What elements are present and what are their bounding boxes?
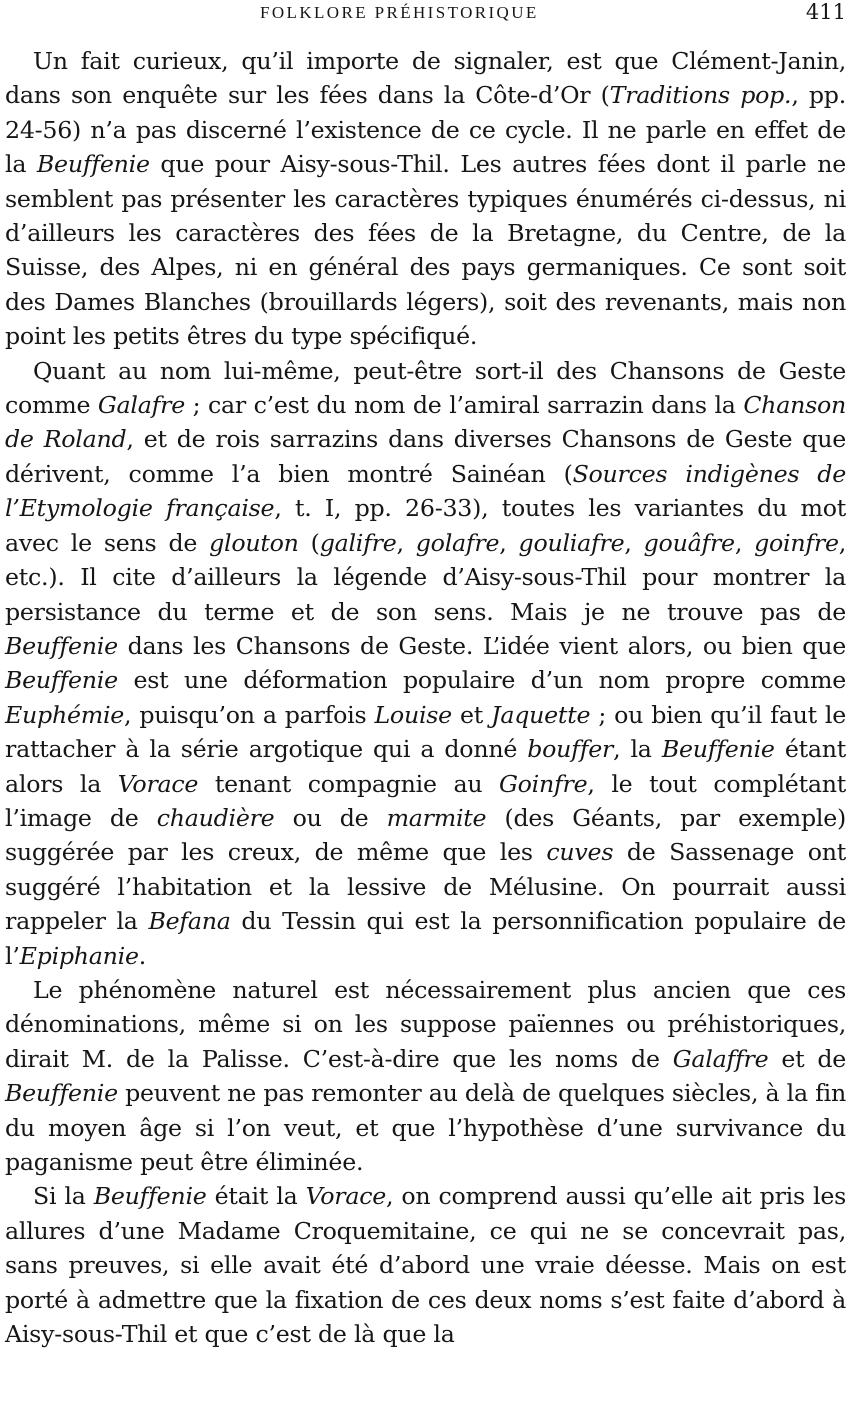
text-run: et de bbox=[768, 1044, 847, 1073]
italic-text-run: cuves bbox=[546, 838, 614, 867]
italic-text-run: Beuffenie bbox=[5, 631, 118, 660]
text-run: du Tessin qui est la personnification populaire de l’ bbox=[5, 907, 846, 970]
italic-text-run: Vorace bbox=[305, 1182, 386, 1211]
text-run: . bbox=[138, 941, 147, 970]
italic-text-run: Beuffenie bbox=[5, 1079, 118, 1108]
text-run: , puisqu’on a parfois bbox=[124, 700, 375, 729]
italic-text-run: galifre bbox=[319, 528, 397, 557]
body-text bbox=[5, 44, 846, 1351]
italic-text-run: Beuffenie bbox=[36, 150, 150, 179]
text-run: ( bbox=[298, 528, 320, 557]
italic-text-run: Epiphanie bbox=[19, 941, 139, 970]
text-run: Si la bbox=[33, 1182, 94, 1211]
italic-text-run: bouffer bbox=[527, 735, 614, 764]
text-run: Un fait curieux, qu’il importe de signaler, est que Clément-Janin, dans son enquête sur les fées dans la Côte-d’Or ( bbox=[5, 47, 846, 110]
text-run: , etc.). Il cite d’ailleurs la légende d’Aisy-sous-Thil pour montrer la persistance du terme et de son sens. Mais je ne trouve pas de bbox=[5, 528, 846, 626]
italic-text-run: Traditions pop. bbox=[609, 81, 792, 110]
paragraph bbox=[5, 44, 846, 354]
text-run: et bbox=[451, 700, 492, 729]
text-run: tenant compagnie au bbox=[198, 769, 499, 798]
text-run: ; ou bien qu’il faut le rattacher à la série argotique qui a donné bbox=[5, 700, 846, 764]
italic-text-run: Louise bbox=[374, 700, 452, 729]
text-run: , bbox=[499, 528, 519, 557]
italic-text-run: Jaquette bbox=[491, 700, 591, 729]
text-run: , on comprend aussi qu’elle ait pris les allures d’une Madame Croquemitaine, ce qui ne se concevrait pas, sans preuves, si elle avait été d’abord une vraie déesse. Mais on est porté à admettre que la fixation de ces deux noms s’est faite d’abord à Aisy-sous-Thil et que c’est de là que la bbox=[5, 1182, 846, 1349]
page-number: 411 bbox=[805, 0, 846, 24]
italic-text-run: Beuffenie bbox=[661, 735, 775, 764]
italic-text-run: Euphémie bbox=[5, 700, 125, 729]
text-run: , la bbox=[613, 735, 662, 764]
text-run: peuvent ne pas remonter au delà de quelques siècles, à la fin du moyen âge si l’on veut, et que l’hypothèse d’une survivance du paganisme peut être éliminée. bbox=[5, 1079, 846, 1176]
italic-text-run: gouâfre bbox=[643, 528, 735, 557]
text-run: Quant au nom lui-même, peut-être sort-il des Chansons de Geste comme bbox=[5, 356, 846, 420]
italic-text-run: Galaffre bbox=[672, 1044, 769, 1073]
text-run: , et de rois sarrazins dans diverses Chansons de Geste que dérivent, comme l’a bien montré Sainéan ( bbox=[5, 425, 846, 488]
text-run: , bbox=[396, 528, 416, 557]
running-head-title: FOLKLORE PRÉHISTORIQUE bbox=[260, 3, 539, 22]
paragraph bbox=[5, 354, 846, 973]
text-run: , pp. 24-56) n’a pas discerné l’existence de ce cycle. Il ne parle en effet de la bbox=[5, 81, 847, 179]
text-run: étant alors la bbox=[5, 735, 846, 798]
text-run: que pour Aisy-sous-Thil. Les autres fées dont il parle ne semblent pas présenter les caractères typiques énumérés ci-dessus, ni d’ailleurs les caractères des fées de la Bretagne, du Centre, de la Suisse, des Alpes, ni en général des pays germaniques. Ce sont soit des Dames Blanches (brouillards légers), soit des revenants, mais non point les petits êtres du type spécifiqué. bbox=[5, 150, 846, 351]
italic-text-run: Beuffenie bbox=[5, 666, 118, 695]
text-run: de Sassenage ont suggéré l’habitation et la lessive de Mélusine. On pourrait aussi rappeler la bbox=[5, 838, 847, 936]
italic-text-run: golafre bbox=[415, 528, 500, 557]
text-run: (des Géants, par exemple) suggérée par les creux, de même que les bbox=[5, 803, 846, 867]
italic-text-run: goinfre bbox=[754, 528, 839, 557]
italic-text-run: Chanson de Roland bbox=[5, 391, 846, 454]
text-run: dans les Chansons de Geste. L’idée vient alors, ou bien que bbox=[117, 631, 846, 660]
text-run: , bbox=[624, 528, 644, 557]
paragraph bbox=[5, 973, 846, 1179]
text-run: , bbox=[734, 528, 755, 557]
running-head bbox=[0, 0, 848, 30]
text-run: est une déformation populaire d’un nom propre comme bbox=[117, 666, 846, 695]
italic-text-run: Befana bbox=[148, 907, 231, 936]
italic-text-run: Sources indigènes de l’Etymologie française bbox=[5, 459, 846, 523]
italic-text-run: glouton bbox=[209, 528, 299, 557]
text-run: était la bbox=[206, 1182, 306, 1211]
italic-text-run: Galafre bbox=[97, 391, 185, 420]
italic-text-run: gouliafre bbox=[518, 528, 625, 557]
text-run: , le tout complétant l’image de bbox=[5, 769, 846, 832]
text-run: ; car c’est du nom de l’amiral sarrazin dans la bbox=[184, 391, 744, 420]
text-run: ou de bbox=[274, 803, 387, 832]
italic-text-run: marmite bbox=[386, 803, 487, 832]
text-run: , t. I, pp. 26-33), toutes les variantes du mot avec le sens de bbox=[5, 494, 846, 557]
italic-text-run: Beuffenie bbox=[93, 1182, 207, 1211]
italic-text-run: Goinfre bbox=[499, 769, 588, 798]
paragraph bbox=[5, 1179, 846, 1351]
italic-text-run: Vorace bbox=[117, 769, 199, 798]
italic-text-run: chaudière bbox=[156, 803, 275, 832]
text-run: Le phénomène naturel est nécessairement plus ancien que ces dénominations, même si on les suppose païennes ou préhistoriques, dirait M. de la Palisse. C’est-à-dire que les noms de bbox=[5, 975, 846, 1073]
